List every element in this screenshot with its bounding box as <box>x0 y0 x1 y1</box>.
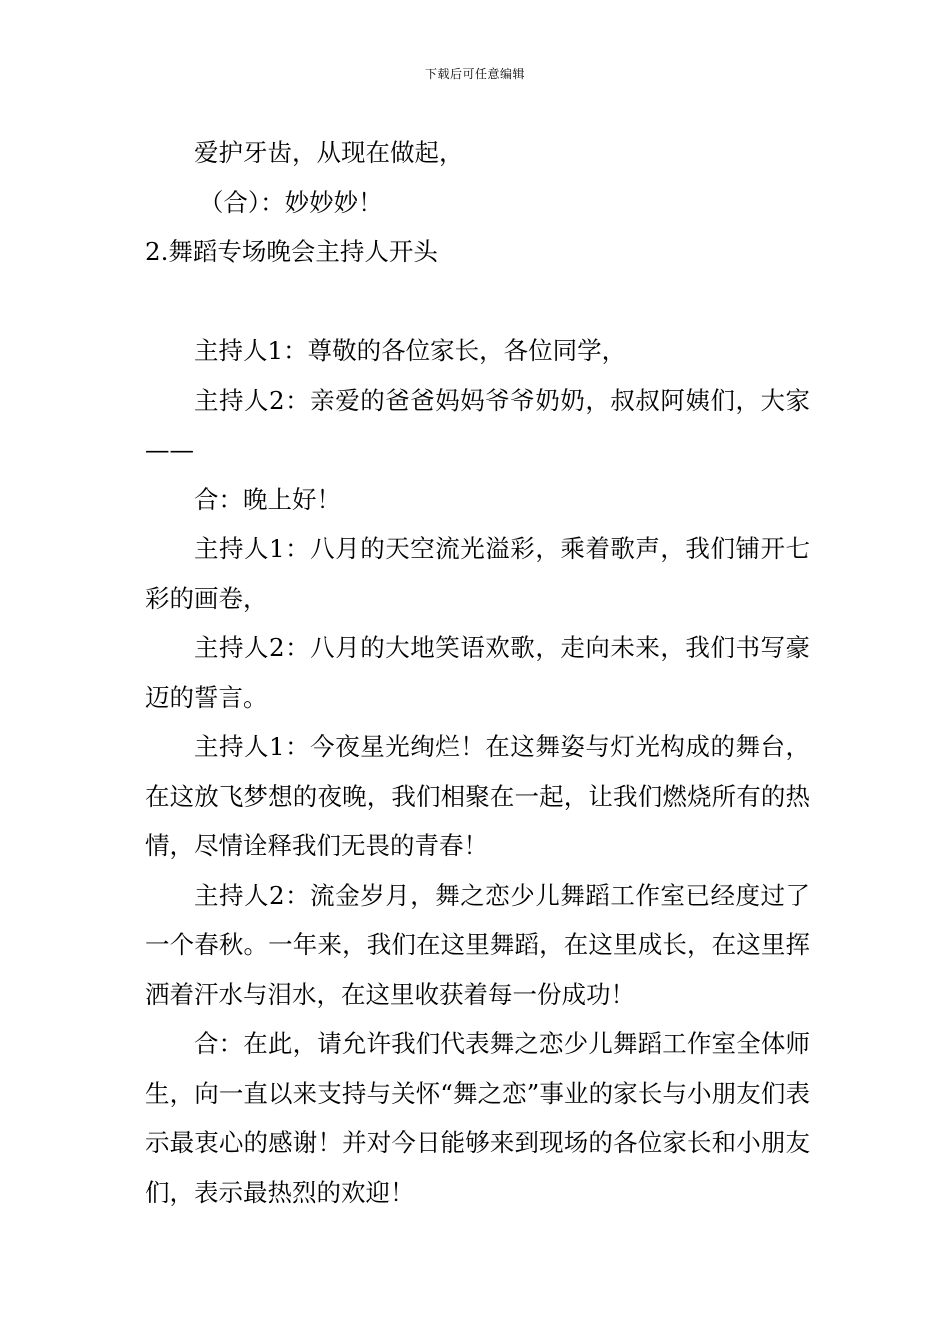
paragraph-host1-starlight: 主持人1：今夜星光绚烂！在这舞姿与灯光构成的舞台，在这放飞梦想的夜晚，我们相聚在一起，让我们燃烧所有的热情，尽情诠释我们无畏的青春！ <box>145 732 810 860</box>
paragraph-host1-greeting: 主持人1：尊敬的各位家长，各位同学， <box>194 336 627 365</box>
paragraph-together-thanks: 合：在此，请允许我们代表舞之恋少儿舞蹈工作室全体师生，向一直以来支持与关怀“舞之恋”事业的家长与小朋友们表示最衷心的感谢！并对今日能够来到现场的各位家长和小朋友们，表示最热烈的欢迎！ <box>145 1029 810 1207</box>
blank-line <box>145 277 810 327</box>
paragraph-host1-august-sky: 主持人1：八月的天空流光溢彩，乘着歌声，我们铺开七彩的画卷， <box>145 534 810 613</box>
paragraph-line1: 爱护牙齿，从现在做起， <box>194 138 464 167</box>
page-header-note: 下载后可任意编辑 <box>424 67 525 81</box>
paragraph-together-goodevening: 合：晚上好！ <box>194 484 341 514</box>
section-heading: 2.舞蹈专场晚会主持人开头 <box>145 237 438 266</box>
paragraph-host2-golden-years: 主持人2：流金岁月，舞之恋少儿舞蹈工作室已经度过了一个春秋。一年来，我们在这里舞蹈，在这里成长，在这里挥洒着汗水与泪水，在这里收获着每一份成功！ <box>145 880 810 1009</box>
paragraph-line2: （合）：妙妙妙！ <box>198 187 383 217</box>
document-body <box>145 128 810 1217</box>
paragraph-host2-august-earth: 主持人2：八月的大地笑语欢歌，走向未来，我们书写豪迈的誓言。 <box>145 633 810 712</box>
paragraph-host2-greeting: 主持人2：亲爱的爸爸妈妈爷爷奶奶，叔叔阿姨们，大家—— <box>145 385 810 464</box>
